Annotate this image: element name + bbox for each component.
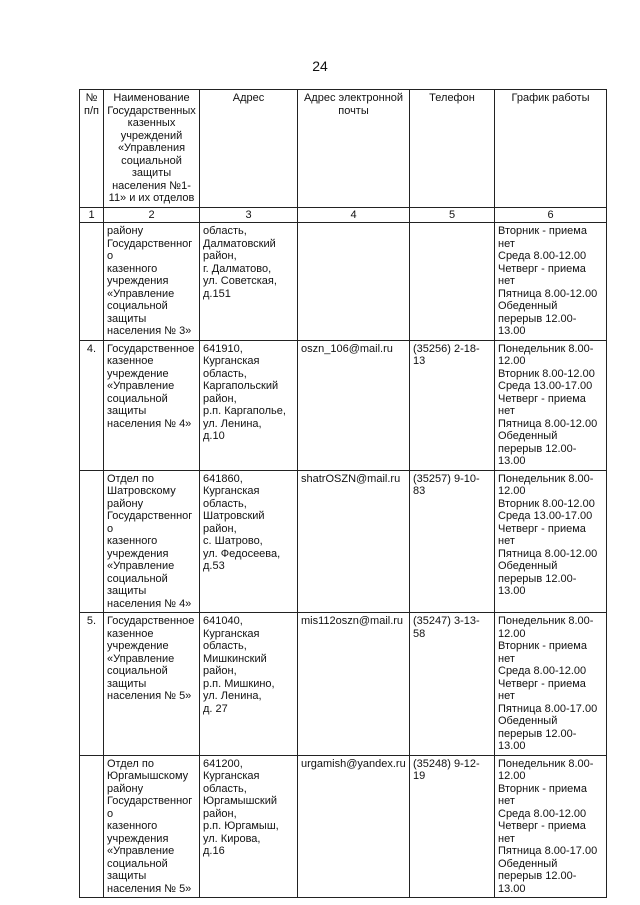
row-email: [298, 223, 410, 341]
row-address: 641910, Курганская область, Каргапольский район, р.п. Каргаполье, ул. Ленина, д.10: [200, 340, 298, 470]
page-number: 24: [312, 58, 328, 74]
row-address: область, Далматовский район, г. Далматово, ул. Советская, д.151: [200, 223, 298, 341]
column-number: 2: [104, 207, 200, 223]
row-address: 641200, Курганская область, Юргамышский район, р.п. Юргамыш, ул. Кирова, д.16: [200, 755, 298, 898]
row-email: mis112oszn@mail.ru: [298, 613, 410, 756]
row-phone: (35257) 9-10- 83: [410, 470, 495, 613]
row-num: [80, 470, 104, 613]
column-number: 6: [495, 207, 607, 223]
row-num: 4.: [80, 340, 104, 470]
row-phone: (35248) 9-12- 19: [410, 755, 495, 898]
row-num: [80, 223, 104, 341]
row-email: shatrOSZN@mail.ru: [298, 470, 410, 613]
row-phone: (35247) 3-13- 58: [410, 613, 495, 756]
column-number-row: [80, 207, 607, 223]
table-row: [80, 613, 607, 756]
header-name: Наименование Государственных казенных учреждений «Управления социальной защиты населения №1- 11» и их отделов: [104, 90, 200, 208]
table-row: [80, 470, 607, 613]
table-row: [80, 340, 607, 470]
column-number: 5: [410, 207, 495, 223]
header-email: Адрес электронной почты: [298, 90, 410, 208]
header-address: Адрес: [200, 90, 298, 208]
row-address: 641860, Курганская область, Шатровский район, с. Шатрово, ул. Федосеева, д.53: [200, 470, 298, 613]
column-number: 1: [80, 207, 104, 223]
table-header-row: [80, 90, 607, 208]
row-num: [80, 755, 104, 898]
row-name: Государственное казенное учреждение «Управление социальной защиты населения № 4»: [104, 340, 200, 470]
row-schedule: Понедельник 8.00- 12.00 Вторник 8.00-12.00 Среда 13.00-17.00 Четверг - приема нет Пятница 8.00-12.00 Обеденный перерыв 12.00-13.00: [495, 470, 607, 613]
header-schedule: График работы: [495, 90, 607, 208]
column-number: 3: [200, 207, 298, 223]
row-address: 641040, Курганская область, Мишкинский район, р.п. Мишкино, ул. Ленина, д. 27: [200, 613, 298, 756]
row-email: urgamish@yandex.ru: [298, 755, 410, 898]
header-phone: Телефон: [410, 90, 495, 208]
institutions-table: [79, 89, 607, 898]
row-schedule: Понедельник 8.00- 12.00 Вторник - приема нет Среда 8.00-12.00 Четверг - приема нет Пятница 8.00-17.00 Обеденный перерыв 12.00-13.00: [495, 613, 607, 756]
row-name: Государственное казенное учреждение «Управление социальной защиты населения № 5»: [104, 613, 200, 756]
column-number: 4: [298, 207, 410, 223]
table-row: [80, 223, 607, 341]
row-name: Отдел по Юргамышскому району Государственного казенного учреждения «Управление социальной защиты населения № 5»: [104, 755, 200, 898]
row-schedule: Понедельник 8.00- 12.00 Вторник 8.00-12.00 Среда 13.00-17.00 Четверг - приема нет Пятница 8.00-12.00 Обеденный перерыв 12.00-13.00: [495, 340, 607, 470]
row-name: району Государственного казенного учреждения «Управление социальной защиты населения № 3»: [104, 223, 200, 341]
row-phone: (35256) 2-18- 13: [410, 340, 495, 470]
row-phone: [410, 223, 495, 341]
header-num: № п/п: [80, 90, 104, 208]
row-email: oszn_106@mail.ru: [298, 340, 410, 470]
row-name: Отдел по Шатровскому району Государственного казенного учреждения «Управление социальной защиты населения № 4»: [104, 470, 200, 613]
row-schedule: Понедельник 8.00- 12.00 Вторник - приема нет Среда 8.00-12.00 Четверг - приема нет Пятница 8.00-17.00 Обеденный перерыв 12.00-13.00: [495, 755, 607, 898]
row-schedule: Вторник - приема нет Среда 8.00-12.00 Четверг - приема нет Пятница 8.00-12.00 Обеденный перерыв 12.00-13.00: [495, 223, 607, 341]
row-num: 5.: [80, 613, 104, 756]
table-row: [80, 755, 607, 898]
